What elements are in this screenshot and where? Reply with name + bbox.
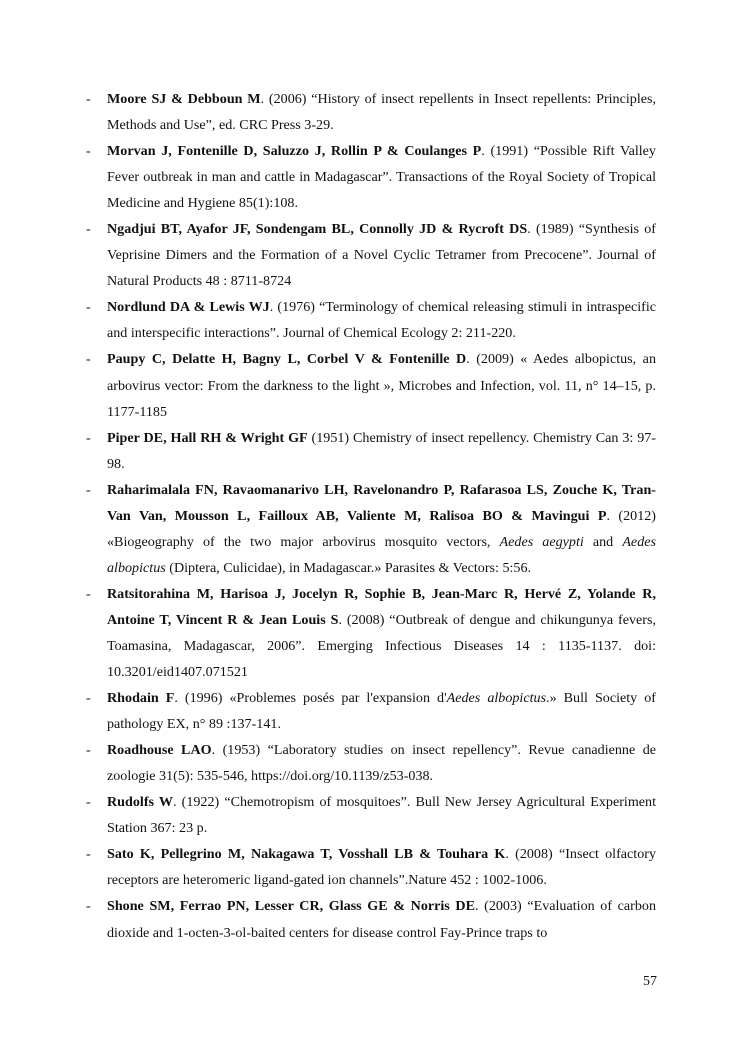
reference-entry	[86, 581, 656, 685]
reference-authors: Ngadjui BT, Ayafor JF, Sondengam BL, Connolly JD & Rycroft DS	[107, 221, 528, 238]
reference-text: . (2003) “Evaluation of carbon dioxide and 1-octen-3-ol-baited centers for disease control Fay-Prince traps to	[107, 898, 656, 941]
page-number: 57	[643, 974, 657, 989]
reference-authors: Moore SJ & Debboun M	[107, 91, 261, 107]
list-bullet: -	[86, 143, 91, 160]
list-bullet: -	[86, 585, 91, 602]
reference-text: . (2008) “Insect olfactory receptors are heteromeric ligand-gated ion channels”.Nature 452 : 1002-1006.	[107, 846, 656, 889]
species-name-italic: Aedes albopictus	[446, 690, 547, 707]
reference-entry	[86, 841, 656, 893]
list-bullet: -	[86, 429, 91, 446]
reference-entry	[86, 893, 656, 945]
reference-entry	[86, 685, 656, 737]
reference-entry	[86, 216, 656, 294]
reference-text: . (1953) “Laboratory studies on insect repellency”. Revue canadienne de zoologie 31(5): 535-546, https://doi.org/10.1139/z53-038.	[107, 742, 657, 785]
reference-entry	[86, 477, 656, 581]
reference-entry	[86, 294, 656, 346]
reference-entry	[86, 346, 656, 424]
list-bullet: -	[86, 481, 91, 498]
reference-entry	[86, 138, 656, 216]
reference-authors: Rhodain F	[107, 690, 175, 707]
list-bullet: -	[86, 221, 91, 238]
reference-text: . (2006) “History of insect repellents in Insect repellents: Principles, Methods and Use”, ed. CRC Press 3-29.	[107, 91, 657, 134]
reference-text: (1951) Chemistry of insect repellency. Chemistry Can 3: 97-98.	[107, 429, 656, 472]
list-bullet: -	[86, 690, 91, 707]
reference-entry	[86, 86, 656, 138]
reference-entry	[86, 789, 656, 841]
reference-entry	[86, 425, 656, 477]
reference-text: . (1989) “Synthesis of Veprisine Dimers and the Formation of a Novel Cyclic Tetramer from Precocene”. Journal of Natural Products 48 : 8711-8724	[107, 221, 657, 290]
reference-authors: Nordlund DA & Lewis WJ	[107, 299, 270, 316]
reference-authors: Rudolfs W	[107, 794, 173, 811]
reference-list	[86, 86, 656, 946]
species-name-italic: Aedes aegypti	[499, 533, 584, 550]
reference-text: . (2012) «Biogeography of the two major arbovirus mosquito vectors,	[107, 507, 656, 550]
reference-authors: Shone SM, Ferrao PN, Lesser CR, Glass GE & Norris DE	[107, 898, 475, 915]
reference-text: . (1996) «Problemes posés par l'expansion d'	[174, 690, 447, 707]
reference-authors: Paupy C, Delatte H, Bagny L, Corbel V & Fontenille D	[107, 351, 467, 368]
reference-entry	[86, 737, 656, 789]
reference-text: .» Bull Society of pathology EX, n° 89 :137-141.	[107, 690, 656, 733]
list-bullet: -	[86, 846, 91, 863]
list-bullet: -	[86, 742, 91, 759]
reference-text: . (1922) “Chemotropism of mosquitoes”. Bull New Jersey Agricultural Experiment Station 367: 23 p.	[107, 794, 656, 837]
reference-text: and	[583, 533, 623, 550]
reference-text: . (2009) « Aedes albopictus, an arbovirus vector: From the darkness to the light », Microbes and Infection, vol. 11, n° 14–15, p. 1177-1185	[107, 351, 656, 420]
reference-text: (Diptera, Culicidae), in Madagascar.» Parasites & Vectors: 5:56.	[165, 559, 532, 576]
list-bullet: -	[86, 299, 91, 316]
list-bullet: -	[86, 794, 91, 811]
reference-text: . (2008) “Outbreak of dengue and chikungunya fevers, Toamasina, Madagascar, 2006”. Emerging Infectious Diseases 14 : 1135-1137. doi: 10.3201/eid1407.071521	[107, 611, 656, 681]
list-bullet: -	[86, 898, 91, 915]
reference-authors: Roadhouse LAO	[107, 742, 212, 759]
reference-authors: Raharimalala FN, Ravaomanarivo LH, Ravelonandro P, Rafarasoa LS, Zouche K, Tran-Van Van, Mousson L, Failloux AB, Valiente M, Ralisoa BO & Mavingui P	[107, 481, 656, 524]
reference-authors: Piper DE, Hall RH & Wright GF	[107, 429, 308, 446]
reference-authors: Sato K, Pellegrino M, Nakagawa T, Vosshall LB & Touhara K	[107, 846, 506, 863]
reference-authors: Ratsitorahina M, Harisoa J, Jocelyn R, Sophie B, Jean-Marc R, Hervé Z, Yolande R, Antoine T, Vincent R & Jean Louis S	[107, 585, 656, 628]
list-bullet: -	[86, 351, 91, 368]
species-name-italic: Aedes albopictus	[107, 533, 656, 576]
reference-authors: Morvan J, Fontenille D, Saluzzo J, Rollin P & Coulanges P	[107, 143, 482, 160]
list-bullet: -	[86, 91, 91, 107]
reference-text: . (1991) “Possible Rift Valley Fever outbreak in man and cattle in Madagascar”. Transactions of the Royal Society of Tropical Medicine and Hygiene 85(1):108.	[107, 143, 656, 212]
reference-text: . (1976) “Terminology of chemical releasing stimuli in intraspecific and interspecific interactions”. Journal of Chemical Ecology 2: 211-220.	[107, 299, 656, 342]
